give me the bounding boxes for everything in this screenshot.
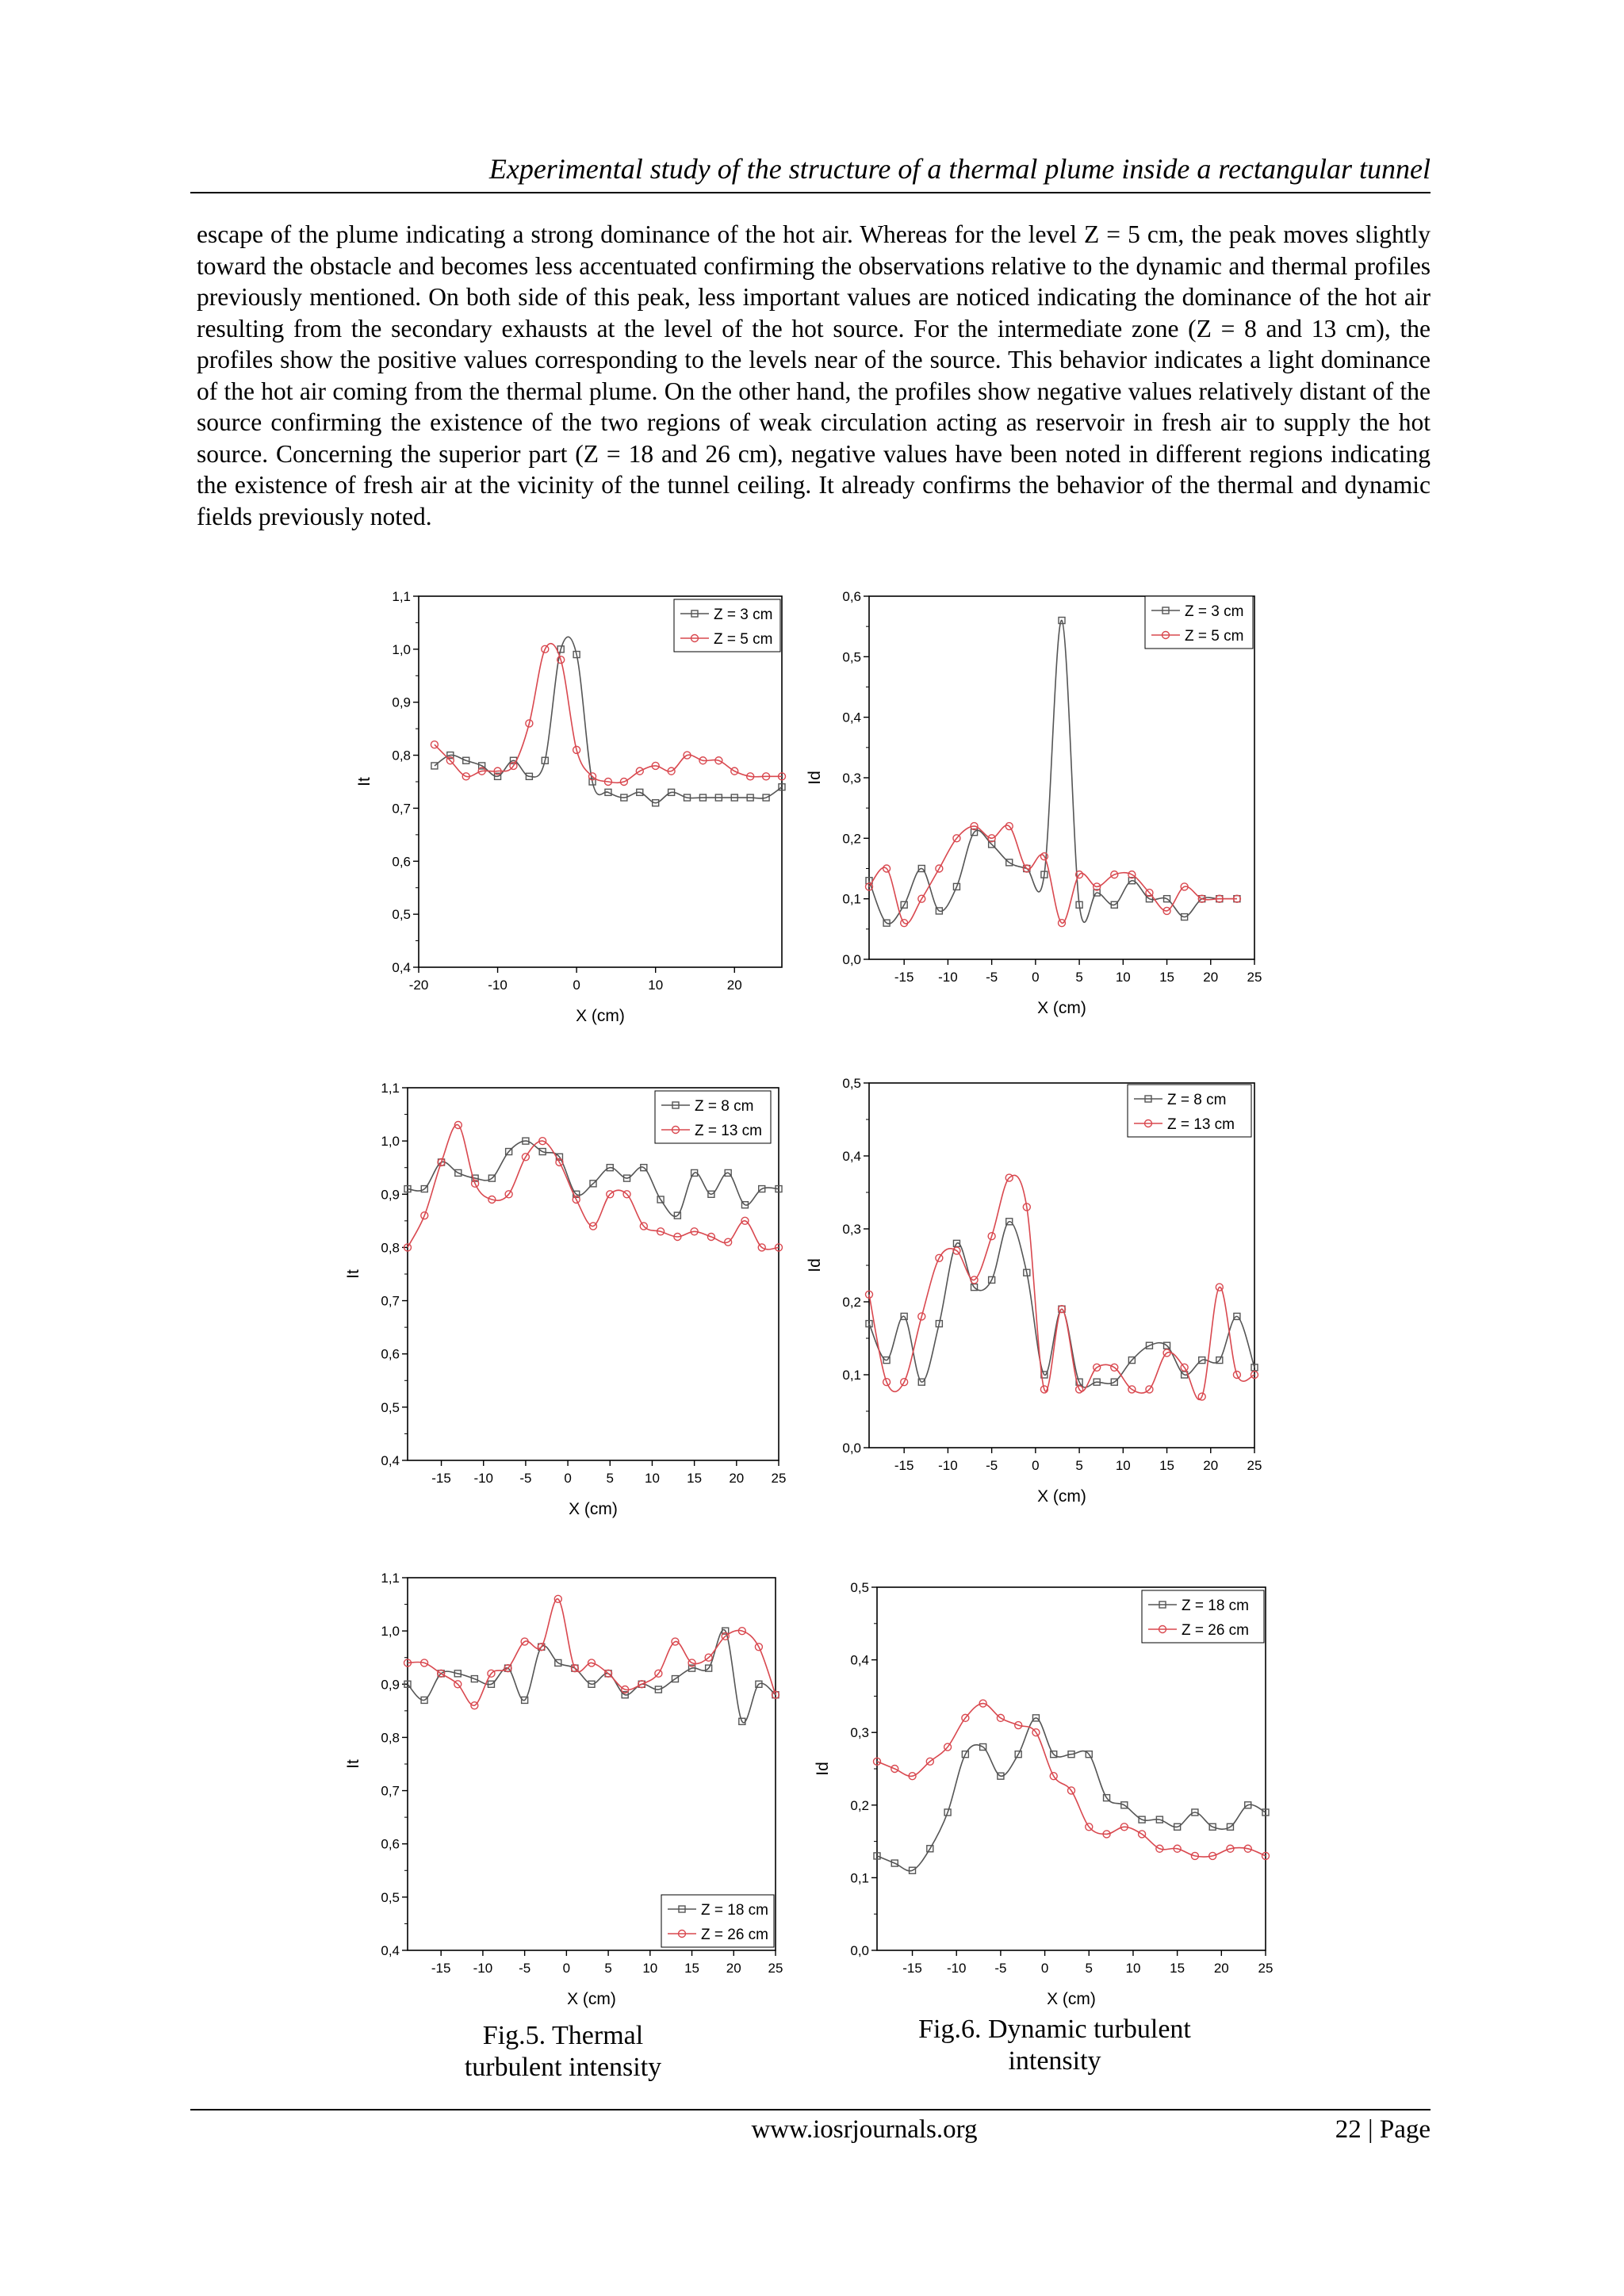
y-tick-label: 1,0 bbox=[381, 1134, 400, 1150]
x-tick-label: -5 bbox=[986, 970, 998, 985]
x-tick-label: 20 bbox=[1213, 1961, 1229, 1976]
x-tick-label: 5 bbox=[1075, 970, 1083, 985]
x-tick-label: 0 bbox=[1032, 970, 1040, 985]
x-tick-label: -10 bbox=[488, 978, 508, 993]
x-tick-label: 0 bbox=[1032, 1458, 1040, 1473]
x-axis-label: X (cm) bbox=[567, 1990, 616, 2008]
y-tick-label: 1,0 bbox=[392, 641, 411, 657]
x-tick-label: -5 bbox=[519, 1471, 532, 1486]
chart-legend bbox=[1145, 596, 1253, 649]
y-tick-label: 0,7 bbox=[392, 801, 411, 817]
x-tick-label: -5 bbox=[519, 1961, 531, 1976]
x-tick-label: 15 bbox=[1170, 1961, 1185, 1976]
y-tick-label: 0,0 bbox=[842, 1441, 861, 1456]
fig6-caption: Fig.6. Dynamic turbulent intensity bbox=[918, 2015, 1191, 2076]
x-tick-label: -5 bbox=[986, 1458, 998, 1473]
y-tick-label: 0,5 bbox=[381, 1889, 400, 1905]
chart-fig6c bbox=[814, 1580, 1273, 2008]
chart-legend bbox=[655, 1091, 771, 1143]
x-tick-label: 10 bbox=[1115, 970, 1131, 985]
y-tick-label: 0,0 bbox=[842, 952, 861, 967]
y-tick-label: 0,4 bbox=[381, 1453, 400, 1468]
x-tick-label: 10 bbox=[642, 1961, 658, 1976]
plot-frame bbox=[869, 1083, 1254, 1448]
legend-label: Z = 8 cm bbox=[1167, 1092, 1227, 1108]
y-tick-label: 0,9 bbox=[381, 1187, 400, 1203]
x-tick-label: 5 bbox=[1085, 1961, 1094, 1976]
y-axis-label: Id bbox=[814, 1762, 832, 1776]
y-tick-label: 0,3 bbox=[850, 1725, 869, 1741]
legend-label: Z = 26 cm bbox=[701, 1927, 768, 1943]
footer-rule bbox=[190, 2109, 1431, 2110]
x-tick-label: -10 bbox=[938, 1458, 958, 1473]
y-tick-label: 0,5 bbox=[392, 907, 411, 923]
y-tick-label: 0,4 bbox=[392, 960, 411, 975]
chart-legend bbox=[674, 599, 780, 652]
y-tick-label: 0,4 bbox=[842, 1149, 861, 1164]
y-tick-label: 0,1 bbox=[842, 891, 861, 907]
y-tick-label: 1,1 bbox=[381, 1571, 400, 1586]
legend-label: Z = 5 cm bbox=[714, 631, 773, 648]
x-tick-label: 5 bbox=[604, 1961, 612, 1976]
y-axis-label: Id bbox=[806, 771, 824, 785]
y-tick-label: 0,6 bbox=[392, 854, 411, 870]
x-tick-label: 10 bbox=[644, 1471, 660, 1486]
y-tick-label: 0,6 bbox=[381, 1836, 400, 1852]
y-tick-label: 0,2 bbox=[842, 831, 861, 847]
x-tick-label: -10 bbox=[946, 1961, 967, 1976]
y-tick-label: 0,8 bbox=[381, 1730, 400, 1746]
y-tick-label: 0,8 bbox=[381, 1240, 400, 1256]
running-header: Experimental study of the structure of a thermal plume inside a rectangular tunnel bbox=[488, 153, 1431, 185]
x-tick-label: -10 bbox=[473, 1471, 494, 1486]
x-tick-label: 20 bbox=[729, 1471, 745, 1486]
paragraph-text: escape of the plume indicating a strong dominance of the hot air. Whereas for the level Z = 5 cm, the peak moves slightly toward the obstacle and becomes less accentuated confirming the observations relative to the dynamic and thermal profiles previously mentioned. On both side of this peak, less important values are noticed indicating the dominance of the hot air resulting from the secondary exhausts at the level of the hot source. For the intermediate zone (Z = 8 and 13 cm), the profiles show the positive values corresponding to the levels near of the source. This behavior indicates a light dominance of the hot air coming from the thermal plume. On the other hand, the profiles show negative values relatively distant of the source confirming the existence of the two regions of weak circulation acting as reservoir in fresh air to supply the hot source. Concerning the superior part (Z = 18 and 26 cm), negative values have been noted in different regions indicating the existence of fresh air at the vicinity of the tunnel ceiling. It already confirms the behavior of the thermal and dynamic fields previously noted. bbox=[197, 220, 1431, 530]
x-tick-label: -15 bbox=[894, 970, 914, 985]
legend-label: Z = 5 cm bbox=[1185, 628, 1244, 645]
y-tick-label: 0,0 bbox=[850, 1943, 869, 1958]
x-tick-label: 5 bbox=[1075, 1458, 1083, 1473]
chart-fig6a bbox=[806, 589, 1262, 1017]
y-tick-label: 0,5 bbox=[850, 1580, 869, 1595]
x-tick-label: -20 bbox=[408, 978, 429, 993]
x-tick-label: -10 bbox=[473, 1961, 493, 1976]
x-tick-label: -15 bbox=[431, 1961, 451, 1976]
footer-url[interactable]: www.iosrjournals.org bbox=[751, 2115, 978, 2144]
y-axis-label: It bbox=[355, 777, 373, 786]
y-tick-label: 0,3 bbox=[842, 1222, 861, 1237]
x-tick-label: 20 bbox=[726, 978, 742, 993]
x-tick-label: 5 bbox=[606, 1471, 615, 1486]
fig5-caption: Fig.5. Thermal turbulent intensity bbox=[464, 2021, 662, 2082]
x-tick-label: 15 bbox=[1159, 970, 1175, 985]
legend-label: Z = 8 cm bbox=[695, 1098, 754, 1115]
x-axis-label: X (cm) bbox=[1037, 999, 1086, 1017]
x-tick-label: -15 bbox=[902, 1961, 922, 1976]
x-axis-label: X (cm) bbox=[569, 1500, 618, 1518]
chart-legend bbox=[1142, 1590, 1264, 1643]
legend-label: Z = 26 cm bbox=[1182, 1622, 1249, 1639]
y-tick-label: 0,6 bbox=[381, 1346, 400, 1362]
y-axis-label: Id bbox=[806, 1258, 824, 1272]
y-tick-label: 0,2 bbox=[850, 1797, 869, 1813]
x-tick-label: -5 bbox=[994, 1961, 1007, 1976]
chart-fig5a bbox=[355, 589, 786, 1025]
chart-legend bbox=[1128, 1085, 1251, 1137]
x-tick-label: 25 bbox=[768, 1961, 783, 1976]
y-axis-label: It bbox=[344, 1759, 362, 1769]
x-tick-label: 0 bbox=[562, 1961, 571, 1976]
x-axis-label: X (cm) bbox=[576, 1007, 625, 1025]
x-tick-label: -10 bbox=[938, 970, 958, 985]
y-tick-label: 0,1 bbox=[850, 1870, 869, 1886]
y-tick-label: 0,7 bbox=[381, 1783, 400, 1799]
y-tick-label: 1,0 bbox=[381, 1624, 400, 1640]
legend-label: Z = 3 cm bbox=[1185, 603, 1244, 620]
x-tick-label: 20 bbox=[1203, 970, 1219, 985]
legend-label: Z = 3 cm bbox=[714, 607, 773, 623]
y-tick-label: 0,1 bbox=[842, 1368, 861, 1383]
legend-label: Z = 18 cm bbox=[1182, 1598, 1249, 1614]
x-tick-label: 25 bbox=[1247, 970, 1262, 985]
x-tick-label: 25 bbox=[1247, 1458, 1262, 1473]
x-tick-label: 10 bbox=[648, 978, 664, 993]
x-tick-label: -15 bbox=[894, 1458, 914, 1473]
x-axis-label: X (cm) bbox=[1047, 1990, 1096, 2008]
y-tick-label: 0,4 bbox=[381, 1943, 400, 1958]
legend-label: Z = 13 cm bbox=[695, 1123, 762, 1139]
x-tick-label: 0 bbox=[1040, 1961, 1049, 1976]
legend-label: Z = 13 cm bbox=[1167, 1116, 1235, 1133]
chart-fig5c bbox=[344, 1571, 783, 2008]
y-tick-label: 0,6 bbox=[842, 589, 861, 604]
y-tick-label: 1,1 bbox=[381, 1081, 400, 1096]
x-tick-label: 15 bbox=[684, 1961, 700, 1976]
x-tick-label: 25 bbox=[771, 1471, 787, 1486]
y-tick-label: 0,5 bbox=[842, 1076, 861, 1091]
x-tick-label: 10 bbox=[1115, 1458, 1131, 1473]
y-tick-label: 0,3 bbox=[842, 771, 861, 786]
chart-fig6b bbox=[806, 1076, 1262, 1506]
x-tick-label: -15 bbox=[431, 1471, 451, 1486]
y-tick-label: 0,9 bbox=[381, 1677, 400, 1693]
page-number: 22 | Page bbox=[1335, 2115, 1431, 2144]
x-tick-label: 15 bbox=[687, 1471, 703, 1486]
y-axis-label: It bbox=[344, 1269, 362, 1279]
x-tick-label: 0 bbox=[564, 1471, 572, 1486]
x-tick-label: 20 bbox=[726, 1961, 741, 1976]
x-tick-label: 10 bbox=[1125, 1961, 1141, 1976]
y-tick-label: 0,8 bbox=[392, 748, 411, 763]
y-tick-label: 0,4 bbox=[850, 1652, 869, 1668]
chart-fig5b bbox=[344, 1081, 786, 1518]
x-axis-label: X (cm) bbox=[1037, 1487, 1086, 1506]
legend-label: Z = 18 cm bbox=[701, 1902, 768, 1919]
x-tick-label: 15 bbox=[1159, 1458, 1175, 1473]
chart-legend bbox=[661, 1895, 774, 1947]
y-tick-label: 0,4 bbox=[842, 710, 861, 725]
x-tick-label: 25 bbox=[1258, 1961, 1274, 1976]
y-tick-label: 0,5 bbox=[842, 649, 861, 665]
x-tick-label: 0 bbox=[573, 978, 580, 993]
y-tick-label: 0,5 bbox=[381, 1399, 400, 1415]
y-tick-label: 0,2 bbox=[842, 1295, 861, 1310]
y-tick-label: 0,7 bbox=[381, 1293, 400, 1309]
x-tick-label: 20 bbox=[1203, 1458, 1219, 1473]
y-tick-label: 1,1 bbox=[392, 589, 411, 604]
y-tick-label: 0,9 bbox=[392, 695, 411, 710]
